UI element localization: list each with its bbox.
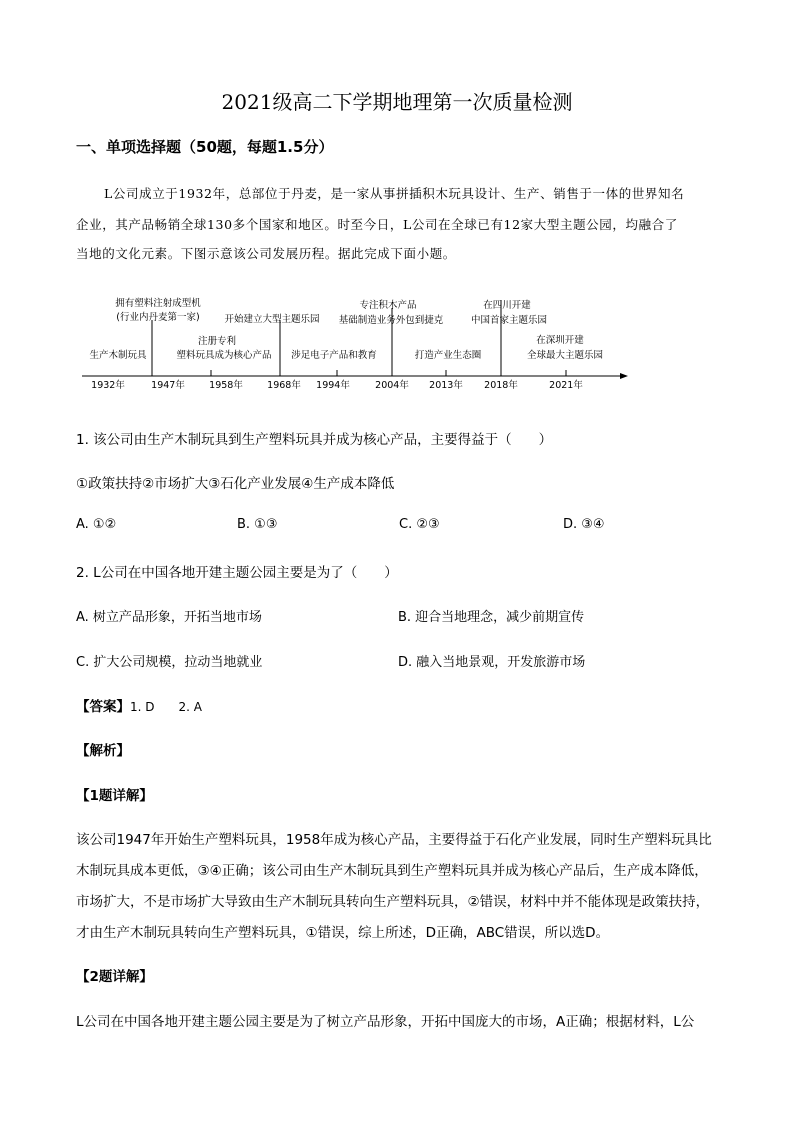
question-1-option-d: D. ③④ — [563, 517, 605, 532]
year-label: 1958年 — [209, 380, 243, 391]
page-title: 2021级高二下学期地理第一次质量检测 — [221, 90, 573, 114]
year-label: 1994年 — [316, 380, 350, 391]
detail-1-line: 才由生产木制玩具转向生产塑料玩具，①错误，综上所述，D正确，ABC错误，所以选D。 — [76, 925, 610, 941]
question-1-items: ①政策扶持②市场扩大③石化产业发展④生产成本降低 — [76, 476, 395, 492]
event-label: (行业内丹麦第一家) — [116, 312, 200, 323]
event-label: 塑料玩具成为核心产品 — [176, 350, 272, 361]
answer-line — [76, 695, 202, 715]
event-label: 在四川开建 — [483, 300, 531, 311]
question-2-option-c: C. 扩大公司规模，拉动当地就业 — [76, 655, 263, 670]
year-label: 2021年 — [549, 380, 583, 391]
event-label: 打造产业生态圈 — [414, 350, 482, 361]
year-label: 1932年 — [91, 380, 125, 391]
question-2-option-d: D. 融入当地景观，开发旅游市场 — [398, 655, 586, 670]
year-label: 2004年 — [375, 380, 409, 391]
material-line-1: L公司成立于1932年，总部位于丹麦，是一家从事拼插积木玩具设计、生产、销售于一体的世界知名 — [104, 186, 685, 201]
year-label: 1968年 — [267, 380, 301, 391]
question-1-stem: 1. 该公司由生产木制玩具到生产塑料玩具并成为核心产品，主要得益于（ ） — [76, 432, 553, 448]
detail-1-line: 该公司1947年开始生产塑料玩具，1958年成为核心产品，主要得益于石化产业发展，同时生产塑料玩具比 — [76, 832, 712, 848]
detail-2-heading: 【2题详解】 — [76, 969, 153, 985]
detail-1-heading: 【1题详解】 — [76, 788, 153, 804]
analysis-heading: 【解析】 — [76, 743, 130, 759]
year-label: 2018年 — [484, 380, 518, 391]
section-heading: 一、单项选择题（50题，每题1.5分） — [76, 138, 334, 156]
year-label: 2013年 — [429, 380, 463, 391]
material-line-2: 企业，其产品畅销全球130多个国家和地区。时至今日，L公司在全球已有12家大型主题公园，均融合了 — [76, 217, 678, 232]
event-label: 注册专利 — [197, 336, 237, 347]
event-label: 中国首家主题乐园 — [470, 315, 548, 326]
event-label: 开始建立大型主题乐园 — [224, 314, 320, 325]
event-label: 基础制造业务外包到捷克 — [338, 315, 444, 326]
answer-value: 1. D 2. A — [130, 700, 202, 714]
event-label: 生产木制玩具 — [89, 350, 147, 361]
detail-1-line: 木制玩具成本更低，③④正确；该公司由生产木制玩具到生产塑料玩具并成为核心产品后，生产成本降低， — [76, 863, 708, 879]
question-2-option-b: B. 迎合当地理念，减少前期宣传 — [398, 610, 585, 625]
timeline-diagram — [0, 290, 794, 400]
detail-2-line: L公司在中国各地开建主题公园主要是为了树立产品形象，开拓中国庞大的市场，A正确；根据材料，L公 — [76, 1014, 695, 1030]
question-1-option-a: A. ①② — [76, 517, 117, 532]
answer-label: 【答案】 — [76, 699, 130, 715]
detail-1-line: 市场扩大，不是市场扩大导致由生产木制玩具转向生产塑料玩具，②错误，材料中并不能体现是政策扶持， — [76, 894, 710, 910]
material-line-3: 当地的文化元素。下图示意该公司发展历程。据此完成下面小题。 — [76, 246, 456, 261]
event-label: 涉足电子产品和教育 — [291, 350, 377, 361]
event-label: 拥有塑料注射成型机 — [115, 298, 201, 309]
event-label: 全球最大主题乐园 — [526, 350, 604, 361]
question-1-option-b: B. ①③ — [237, 517, 278, 532]
event-label: 专注积木产品 — [359, 300, 417, 311]
question-2-option-a: A. 树立产品形象，开拓当地市场 — [76, 610, 262, 625]
event-label: 在深圳开建 — [536, 335, 584, 346]
timeline-arrow — [620, 373, 628, 379]
year-label: 1947年 — [151, 380, 185, 391]
question-2-stem: 2. L公司在中国各地开建主题公园主要是为了（ ） — [76, 565, 398, 581]
question-1-option-c: C. ②③ — [399, 517, 440, 532]
